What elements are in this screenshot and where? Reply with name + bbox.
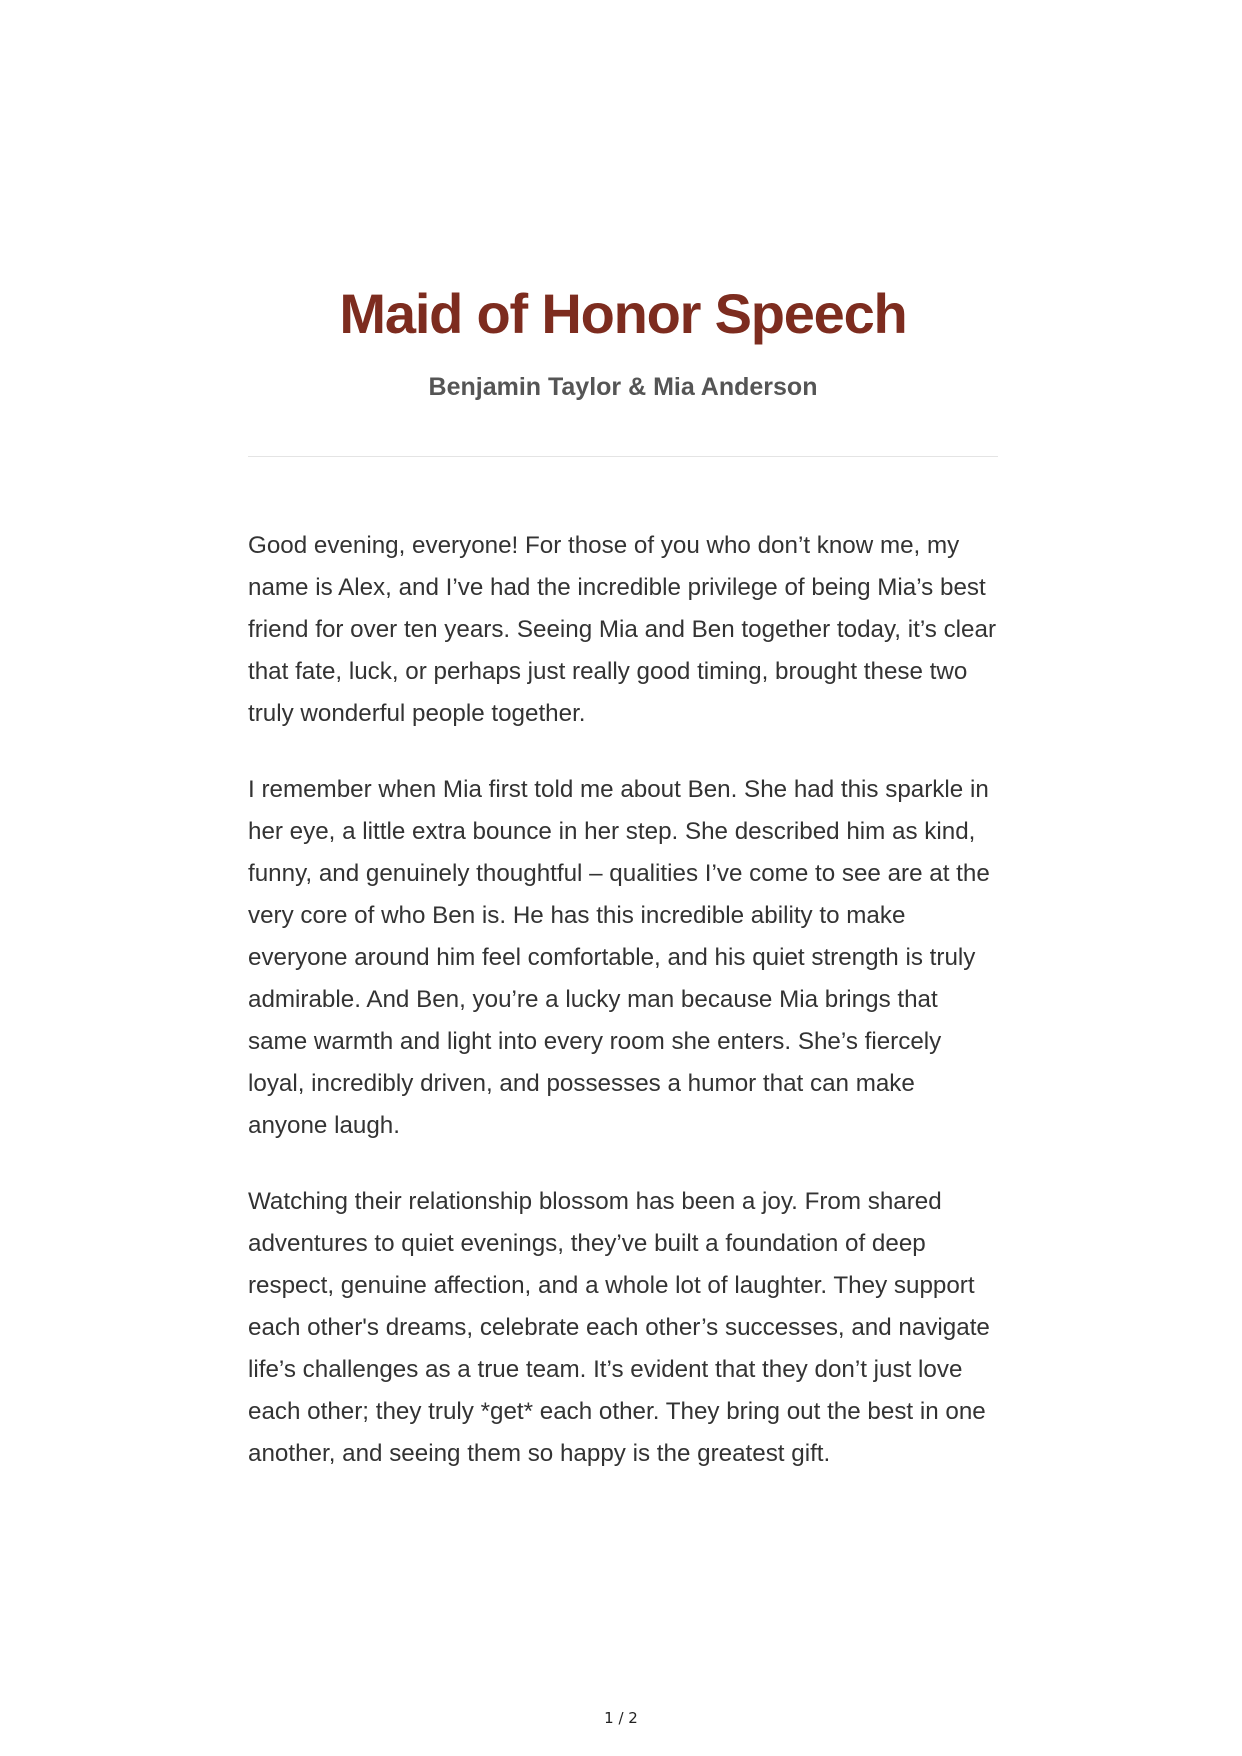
speech-paragraph: Watching their relationship blossom has been a joy. From shared adventures to quiet evenings, they’ve built a foundation of deep respect, genuine affection, and a whole lot of laughter. They support each other's dreams, celebrate each other’s successes, and navigate life’s challenges as a true team. It’s evident that they don’t just love each other; they truly *get* each other. They bring out the best in one another, and seeing them so happy is the greatest gift. xyxy=(248,1187,990,1467)
page-number: 1 / 2 xyxy=(604,1709,638,1727)
couple-names: Benjamin Taylor & Mia Anderson xyxy=(428,373,818,402)
speech-content xyxy=(248,280,998,1509)
speech-body xyxy=(248,525,998,1475)
page-title: Maid of Honor Speech xyxy=(339,282,907,345)
divider xyxy=(248,456,998,457)
speech-paragraph: Good evening, everyone! For those of you who don’t know me, my name is Alex, and I’ve had the incredible privilege of being Mia’s best friend for over ten years. Seeing Mia and Ben together today, it’s clear that fate, luck, or perhaps just really good timing, brought these two truly wonderful people together. xyxy=(248,531,996,727)
speech-paragraph: I remember when Mia first told me about Ben. She had this sparkle in her eye, a little extra bounce in her step. She described him as kind, funny, and genuinely thoughtful – qualities I’ve come to see are at the very core of who Ben is. He has this incredible ability to make everyone around him feel comfortable, and his quiet strength is truly admirable. And Ben, you’re a lucky man because Mia brings that same warmth and light into every room she enters. She’s fiercely loyal, incredibly driven, and possesses a humor that can make anyone laugh. xyxy=(248,775,990,1139)
